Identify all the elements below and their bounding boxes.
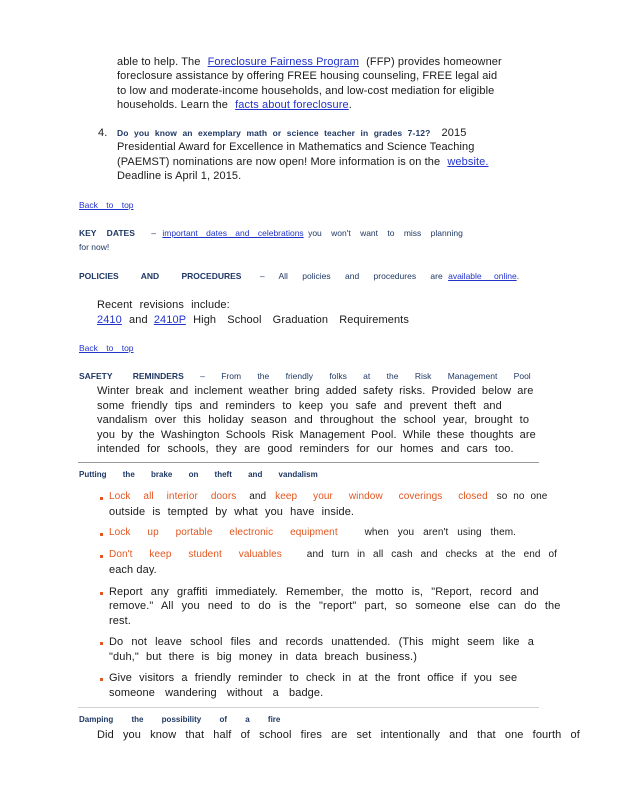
bullet-icon xyxy=(100,533,103,536)
revisions-intro: Recent revisions include: xyxy=(97,299,230,311)
bullet-icon xyxy=(100,642,103,645)
and-text: and xyxy=(129,314,148,326)
back-to-top-link[interactable]: Back to top xyxy=(79,200,134,210)
ffp-line-3: to low and moderate-income households, and low-cost mediation for eligible xyxy=(117,85,495,97)
paemst-line-4: Deadline is April 1, 2015. xyxy=(117,170,242,182)
policies-text: – All policies and procedures are xyxy=(259,271,443,281)
paemst-website-link[interactable]: website. xyxy=(447,156,489,168)
safety-line: some friendly tips and reminders to keep you safe and prevent theft and xyxy=(97,400,502,412)
bullet-6-line-1: Give visitors a friendly reminder to check in at the front office if you see xyxy=(109,672,518,684)
paemst-line-3 xyxy=(117,156,489,168)
paemst-line-2: Presidential Award for Excellence in Mathematics and Science Teaching xyxy=(117,141,475,153)
safety-reminders-label: SAFETY REMINDERS xyxy=(79,371,184,381)
policies-line xyxy=(79,271,519,281)
list-number: 4. xyxy=(98,127,108,139)
and-text: and xyxy=(249,491,267,502)
orange-text: Lock up portable electronic equipment xyxy=(109,527,338,538)
orange-text: Don't keep student valuables xyxy=(109,549,282,560)
ffp-line-4 xyxy=(117,99,352,111)
bullet-1-line-1 xyxy=(109,491,547,502)
paemst-question: Do you know an exemplary math or science teacher in grades 7-12? xyxy=(117,128,431,138)
fire-line-1: Did you know that half of school fires are set intentionally and that one fourth of xyxy=(97,729,580,741)
ffp-text: able to help. The xyxy=(117,56,201,68)
policies-label: POLICIES AND PROCEDURES xyxy=(79,271,242,281)
key-dates-label: KEY DATES xyxy=(79,228,135,238)
key-dates-text: you won't want to miss planning xyxy=(308,228,463,238)
ffp-text: (FFP) provides homeowner xyxy=(366,56,502,68)
bullet-5-line-2: "duh," but there is big money in data breach business.) xyxy=(109,651,417,663)
divider xyxy=(78,462,539,463)
bullet-4-line-2: remove." All you need to do is the "report" part, so someone else can do the xyxy=(109,600,561,612)
revisions-text: High School Graduation Requirements xyxy=(193,314,409,326)
key-dates-dash: – xyxy=(151,228,156,238)
ffp-text: households. Learn the xyxy=(117,99,228,111)
bullet-text: when you aren't using them. xyxy=(364,527,517,538)
bullet-3-line-1 xyxy=(109,549,557,560)
safety-line: Winter break and inclement weather bring added safety risks. Provided below are xyxy=(97,385,534,397)
revisions-line xyxy=(97,314,409,326)
bullet-icon xyxy=(100,678,103,681)
orange-text: keep your window coverings closed xyxy=(275,491,488,502)
key-dates-line-1 xyxy=(79,228,463,238)
orange-text: Lock all interior doors xyxy=(109,491,237,502)
safety-heading-line xyxy=(79,371,531,381)
bullet-3-line-2: each day. xyxy=(109,564,157,576)
foreclosure-fairness-program-link[interactable]: Foreclosure Fairness Program xyxy=(207,56,359,68)
bullet-6-line-2: someone wandering without a badge. xyxy=(109,687,324,699)
bullet-5-line-1: Do not leave school files and records unattended. (This might seem like a xyxy=(109,636,534,648)
facts-about-foreclosure-link[interactable]: facts about foreclosure xyxy=(235,99,349,111)
bullet-text: so no one xyxy=(496,491,548,502)
policy-2410p-link[interactable]: 2410P xyxy=(153,314,186,326)
ffp-line-1 xyxy=(117,56,502,68)
bullet-icon xyxy=(100,592,103,595)
ffp-period: . xyxy=(348,99,352,111)
safety-line: vandalism over this holiday season and throughout the school year, brought to xyxy=(97,414,530,426)
paemst-text: (PAEMST) nominations are now open! More information is on the xyxy=(117,156,441,168)
important-dates-link[interactable]: important dates and celebrations xyxy=(162,228,304,238)
paemst-line-1 xyxy=(117,127,466,139)
safety-intro: – From the friendly folks at the Risk Management Pool xyxy=(200,371,531,381)
theft-heading: Putting the brake on theft and vandalism xyxy=(79,470,318,479)
bullet-1-line-2: outside is tempted by what you have inside. xyxy=(109,506,355,518)
bullet-icon xyxy=(100,497,103,500)
bullet-icon xyxy=(100,555,103,558)
bullet-text: and turn in all cash and checks at the end of xyxy=(306,549,557,560)
safety-line: intended for schools, they are good reminders for our homes and cars too. xyxy=(97,443,514,455)
key-dates-line-2: for now! xyxy=(79,242,110,252)
paemst-year: 2015 xyxy=(441,127,467,139)
policy-2410-link[interactable]: 2410 xyxy=(97,314,122,326)
bullet-2 xyxy=(109,527,516,538)
back-to-top-link[interactable]: Back to top xyxy=(79,343,134,353)
divider xyxy=(78,707,539,708)
ffp-line-2: foreclosure assistance by offering FREE housing counseling, FREE legal aid xyxy=(117,70,498,82)
safety-line: you by the Washington Schools Risk Management Pool. While these thoughts are xyxy=(97,429,536,441)
bullet-4-line-3: rest. xyxy=(109,615,131,627)
fire-heading: Damping the possibility of a fire xyxy=(79,715,281,724)
policies-period: . xyxy=(516,271,520,281)
available-online-link[interactable]: available online xyxy=(448,271,517,281)
bullet-4-line-1: Report any graffiti immediately. Remember, the motto is, "Report, record and xyxy=(109,586,539,598)
